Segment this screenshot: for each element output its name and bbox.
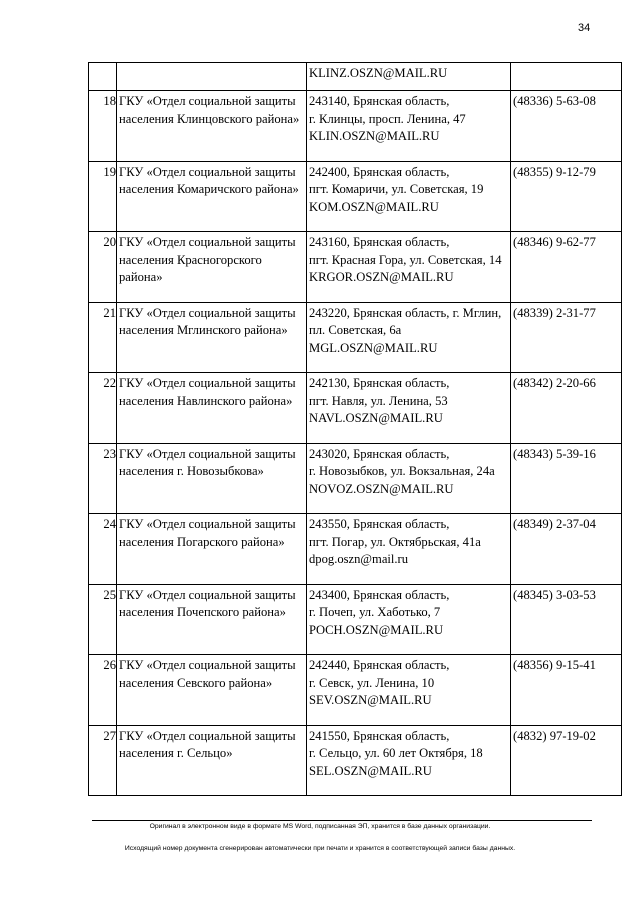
office-address-line: г. Новозыбков, ул. Вокзальная, 24а xyxy=(309,464,495,478)
office-address-line: 243160, Брянская область, xyxy=(309,235,450,249)
row-number: 19 xyxy=(89,161,117,232)
row-number: 21 xyxy=(89,302,117,373)
row-number: 24 xyxy=(89,514,117,585)
office-name xyxy=(117,655,307,726)
office-name xyxy=(117,725,307,796)
office-address-line: MGL.OSZN@MAIL.RU xyxy=(309,340,438,355)
office-name-line: населения Мглинского района» xyxy=(119,323,288,337)
office-name-line: ГКУ «Отдел социальной защиты xyxy=(119,305,296,320)
office-address-line: KLIN.OSZN@MAIL.RU xyxy=(309,129,440,143)
office-address xyxy=(307,373,511,444)
office-address-line: 243140, Брянская область, xyxy=(309,94,450,108)
office-name xyxy=(117,584,307,655)
office-name-line: ГКУ «Отдел социальной защиты xyxy=(119,235,296,249)
office-name-line: населения Почепского района» xyxy=(119,605,286,619)
office-address-line: SEV.OSZN@MAIL.RU xyxy=(309,693,432,707)
office-address xyxy=(307,514,511,585)
row-number: 18 xyxy=(89,91,117,162)
office-address xyxy=(307,725,511,796)
office-address-line: пгт. Комаричи, ул. Советская, 19 xyxy=(309,182,484,196)
office-phone xyxy=(511,63,622,91)
office-name xyxy=(117,63,307,91)
office-address xyxy=(307,232,511,303)
table-row xyxy=(89,443,622,514)
office-address-line: 242130, Брянская область, xyxy=(309,376,450,390)
row-number: 20 xyxy=(89,232,117,303)
table-row xyxy=(89,725,622,796)
office-address-line: KRGOR.OSZN@MAIL.RU xyxy=(309,270,454,284)
row-number: 25 xyxy=(89,584,117,655)
office-address-line: 242400, Брянская область, xyxy=(309,164,450,179)
office-name-line: ГКУ «Отдел социальной защиты xyxy=(119,728,296,743)
office-address xyxy=(307,91,511,162)
row-number: 27 xyxy=(89,725,117,796)
office-address-line: пгт. Погар, ул. Октябрьская, 41а xyxy=(309,534,481,549)
office-address-line: dpog.oszn@mail.ru xyxy=(309,552,409,566)
office-name-line: ГКУ «Отдел социальной защиты xyxy=(119,446,296,461)
table-row xyxy=(89,91,622,162)
office-phone: (48355) 9-12-79 xyxy=(511,161,622,232)
table-row xyxy=(89,232,622,303)
office-name-line: населения Погарского района» xyxy=(119,534,285,549)
office-address-line: KLINZ.OSZN@MAIL.RU xyxy=(309,66,448,80)
office-address-line: 242440, Брянская область, xyxy=(309,658,450,672)
office-address-line: SEL.OSZN@MAIL.RU xyxy=(309,763,432,778)
office-address xyxy=(307,302,511,373)
footer-number-note: Исходящий номер документа сгенерирован автоматически при печати и хранится в соответствующей записи базы данных. xyxy=(124,845,516,852)
office-name xyxy=(117,514,307,585)
office-name xyxy=(117,232,307,303)
office-address-line: г. Сельцо, ул. 60 лет Октября, 18 xyxy=(309,746,483,760)
office-name-line: населения г. Сельцо» xyxy=(119,746,233,760)
office-address-line: NOVOZ.OSZN@MAIL.RU xyxy=(309,481,454,496)
office-name-line: ГКУ «Отдел социальной защиты xyxy=(119,164,296,179)
office-address-line: г. Севск, ул. Ленина, 10 xyxy=(309,675,435,690)
row-number: 23 xyxy=(89,443,117,514)
office-name xyxy=(117,373,307,444)
office-address-line: пгт. Навля, ул. Ленина, 53 xyxy=(309,393,448,408)
office-name-line: населения Севского района» xyxy=(119,675,273,690)
office-address xyxy=(307,443,511,514)
office-address-line: POCH.OSZN@MAIL.RU xyxy=(309,622,444,637)
office-address-line: 243220, Брянская область, г. Мглин, xyxy=(309,305,502,320)
office-address xyxy=(307,63,511,91)
row-number xyxy=(89,63,117,91)
office-phone: (4832) 97-19-02 xyxy=(511,725,622,796)
table-row xyxy=(89,161,622,232)
office-phone: (48346) 9-62-77 xyxy=(511,232,622,303)
office-address-line: пл. Советская, 6а xyxy=(309,323,402,337)
row-number: 22 xyxy=(89,373,117,444)
office-phone: (48336) 5-63-08 xyxy=(511,91,622,162)
office-name xyxy=(117,443,307,514)
office-phone: (48339) 2-31-77 xyxy=(511,302,622,373)
office-address-line: 243400, Брянская область, xyxy=(309,587,450,602)
office-name-line: ГКУ «Отдел социальной защиты xyxy=(119,658,296,672)
office-name-line: населения г. Новозыбкова» xyxy=(119,464,264,478)
table-row xyxy=(89,514,622,585)
office-name-line: населения Красногорского xyxy=(119,252,262,267)
office-address-line: NAVL.OSZN@MAIL.RU xyxy=(309,411,443,425)
office-address xyxy=(307,584,511,655)
footer-divider xyxy=(92,820,592,821)
office-address xyxy=(307,655,511,726)
office-address-line: 241550, Брянская область, xyxy=(309,728,450,743)
office-address-line: 243020, Брянская область, xyxy=(309,446,450,461)
office-name xyxy=(117,91,307,162)
office-name-line: ГКУ «Отдел социальной защиты xyxy=(119,376,296,390)
office-phone: (48343) 5-39-16 xyxy=(511,443,622,514)
office-name-line: населения Комаричского района» xyxy=(119,182,299,196)
office-address-line: 243550, Брянская область, xyxy=(309,517,450,531)
table-row-continuation xyxy=(89,63,622,91)
table-row xyxy=(89,302,622,373)
office-address-line: г. Почеп, ул. Хаботько, 7 xyxy=(309,605,441,619)
office-name-line: ГКУ «Отдел социальной защиты xyxy=(119,94,296,108)
social-protection-offices-table xyxy=(88,62,622,796)
office-phone: (48342) 2-20-66 xyxy=(511,373,622,444)
office-name xyxy=(117,302,307,373)
page-number: 34 xyxy=(578,22,591,34)
office-address-line: г. Клинцы, просп. Ленина, 47 xyxy=(309,111,466,126)
office-name-line: населения Клинцовского района» xyxy=(119,111,300,126)
table-body xyxy=(89,63,622,796)
office-name-line: ГКУ «Отдел социальной защиты xyxy=(119,517,296,531)
office-address-line: пгт. Красная Гора, ул. Советская, 14 xyxy=(309,252,502,267)
office-phone: (48345) 3-03-53 xyxy=(511,584,622,655)
office-name xyxy=(117,161,307,232)
row-number: 26 xyxy=(89,655,117,726)
office-phone: (48356) 9-15-41 xyxy=(511,655,622,726)
table-row xyxy=(89,373,622,444)
office-name-line: ГКУ «Отдел социальной защиты xyxy=(119,587,296,602)
footer-storage-note: Оригинал в электронном виде в формате MS Word, подписанная ЭП, хранится в базе данных организации. xyxy=(149,823,491,830)
office-phone: (48349) 2-37-04 xyxy=(511,514,622,585)
office-name-line: района» xyxy=(119,270,163,284)
office-name-line: населения Навлинского района» xyxy=(119,393,293,408)
office-address-line: KOM.OSZN@MAIL.RU xyxy=(309,199,439,214)
table-row xyxy=(89,655,622,726)
office-address xyxy=(307,161,511,232)
table-row xyxy=(89,584,622,655)
